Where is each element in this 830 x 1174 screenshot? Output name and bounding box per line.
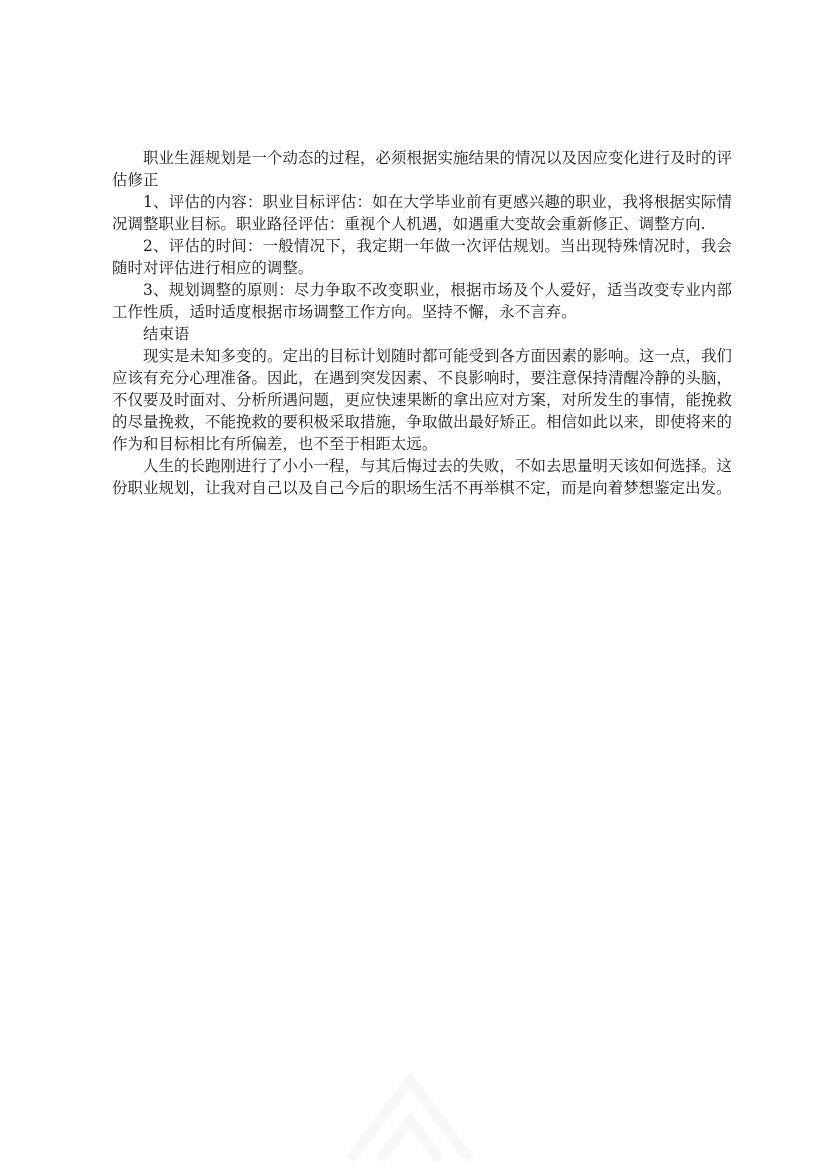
section-heading-conclusion: 结束语 bbox=[143, 325, 190, 343]
paragraph-evaluation-time: 2、评估的时间：一般情况下，我定期一年做一次评估规划。当出现特殊情况时，我会随时对评估进行相应的调整。 bbox=[112, 237, 732, 277]
watermark-logo-icon bbox=[330, 1060, 490, 1170]
paragraph-evaluation-content: 1、评估的内容：职业目标评估：如在大学毕业前有更感兴趣的职业，我将根据实际情况调整职业目标。职业路径评估：重视个人机遇，如遇重大变故会重新修正、调整方向. bbox=[112, 193, 732, 233]
document-body bbox=[112, 147, 732, 499]
paragraph-conclusion-future: 人生的长跑刚进行了小小一程，与其后悔过去的失败，不如去思量明天该如何选择。这份职业规划，让我对自己以及自己今后的职场生活不再举棋不定，而是向着梦想鉴定出发。 bbox=[112, 457, 732, 497]
paragraph-conclusion-reality: 现实是未知多变的。定出的目标计划随时都可能受到各方面因素的影响。这一点，我们应该有充分心理准备。因此，在遇到突发因素、不良影响时，要注意保持清醒冷静的头脑，不仅要及时面对、分析所遇问题，更应快速果断的拿出应对方案，对所发生的事情，能挽救的尽量挽救，不能挽救的要积极采取措施，争取做出最好矫正。相信如此以来，即使将来的作为和目标相比有所偏差，也不至于相距太远。 bbox=[112, 347, 732, 453]
paragraph-adjustment-principle: 3、规划调整的原则：尽力争取不改变职业，根据市场及个人爱好，适当改变专业内部工作性质，适时适度根据市场调整工作方向。坚持不懈，永不言弃。 bbox=[112, 281, 732, 321]
paragraph-intro: 职业生涯规划是一个动态的过程，必须根据实施结果的情况以及因应变化进行及时的评估修正 bbox=[112, 149, 732, 189]
